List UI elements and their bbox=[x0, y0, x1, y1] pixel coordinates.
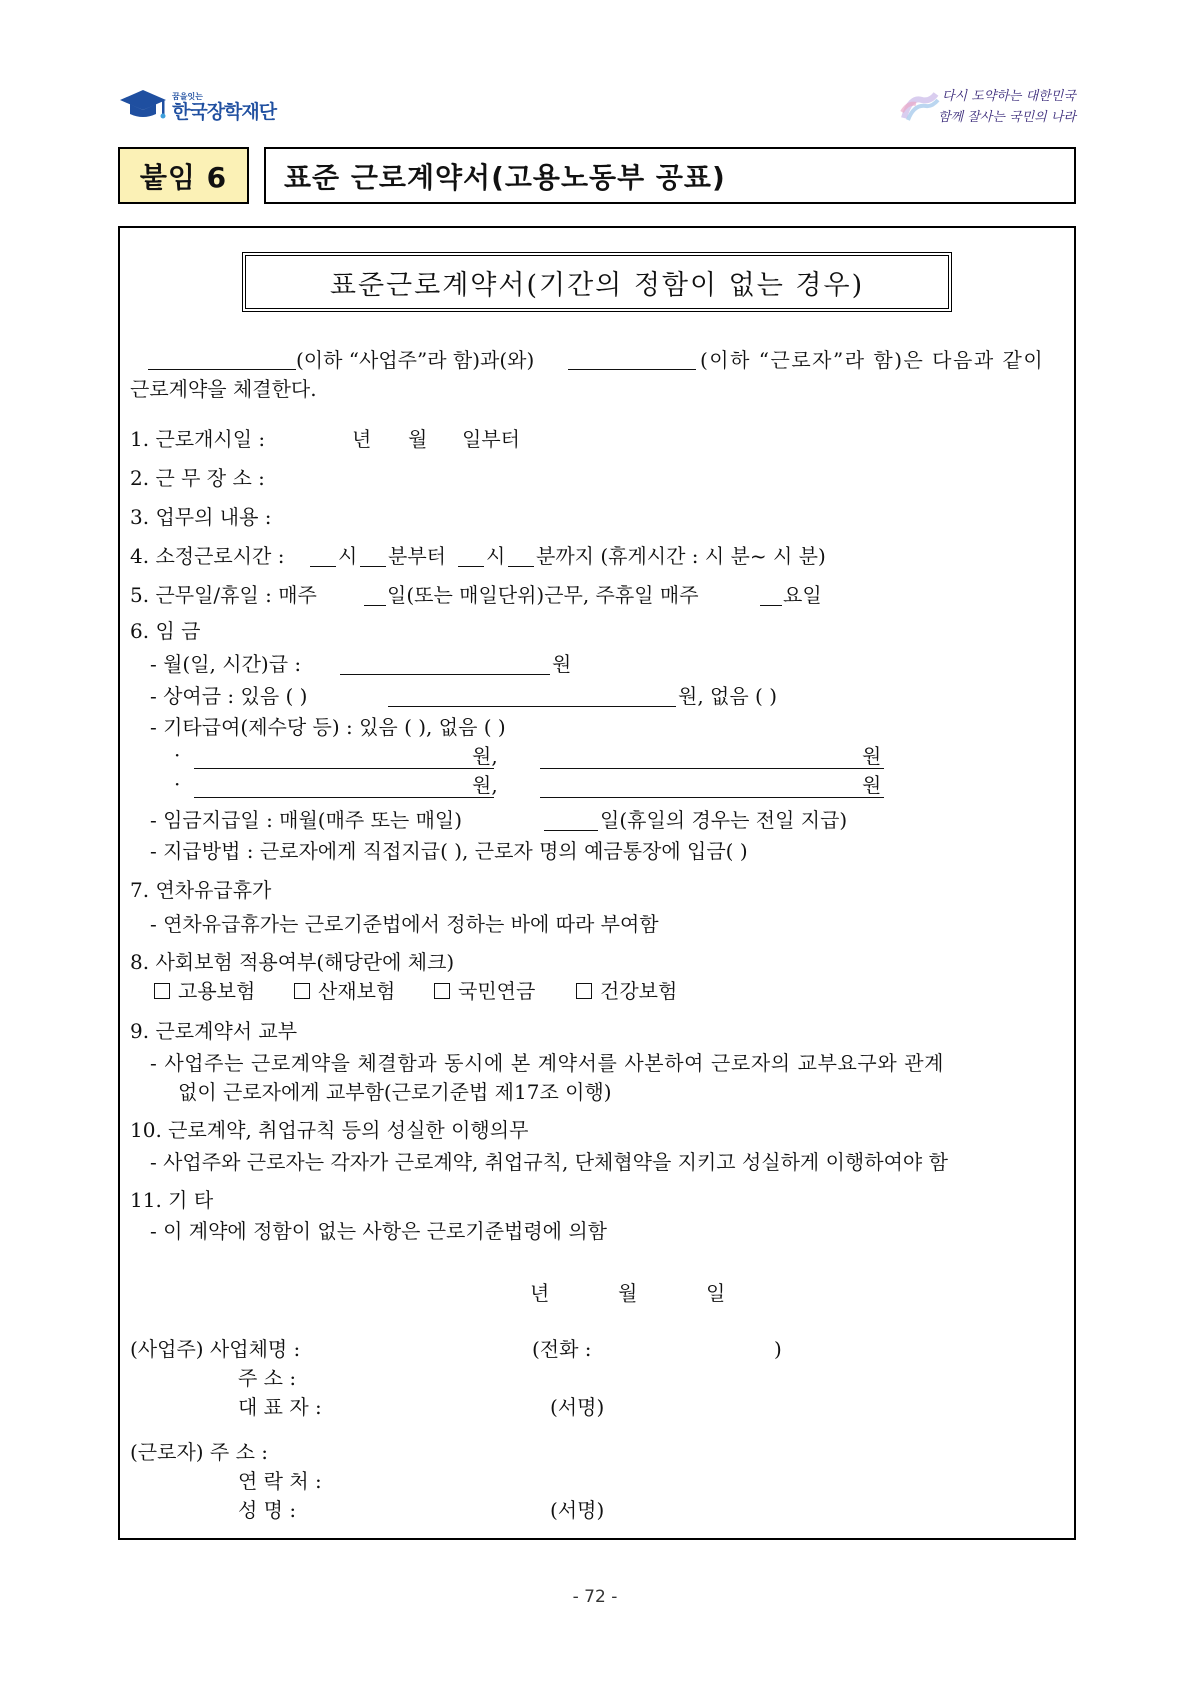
start-date-day[interactable]: 일부터 bbox=[462, 427, 520, 451]
slogan-line-1: 다시 도약하는 대한민국 bbox=[942, 89, 1076, 104]
minute-until-break: 분까지 (휴게시간 : 시 분~ 시 분) bbox=[536, 544, 826, 568]
payday-blank[interactable] bbox=[544, 830, 598, 831]
item-contract-delivery: 9. 근로계약서 교부 bbox=[130, 1019, 298, 1043]
weekly-holiday-end: 요일 bbox=[783, 583, 822, 607]
employer-company-label: (사업주) 사업체명 : bbox=[130, 1337, 301, 1361]
logo-name: 한국장학재단 bbox=[172, 100, 277, 123]
pay-method: - 지급방법 : 근로자에게 직접지급( ), 근로자 명의 예금통장에 입금( ) bbox=[150, 839, 748, 863]
weekly-holiday-blank[interactable] bbox=[760, 605, 782, 606]
page-number: - 72 - bbox=[572, 1587, 618, 1607]
employer-name-blank[interactable] bbox=[148, 369, 296, 370]
item-other: 11. 기 타 bbox=[130, 1188, 214, 1212]
payday-label: - 임금지급일 : 매월(매주 또는 매일) bbox=[150, 808, 463, 832]
contract-date-day[interactable]: 일 bbox=[706, 1281, 726, 1305]
contract-date-year[interactable]: 년 bbox=[530, 1281, 550, 1305]
checkbox-icon[interactable] bbox=[576, 983, 592, 999]
contract-delivery-desc-2: 없이 근로자에게 교부함(근로기준법 제17조 이행) bbox=[178, 1080, 612, 1104]
annual-leave-desc: - 연차유급휴가는 근로기준법에서 정하는 바에 따라 부여함 bbox=[150, 912, 659, 936]
wage-amount-blank[interactable] bbox=[340, 674, 550, 675]
insurance-employment[interactable]: 고용보험 bbox=[154, 979, 255, 1003]
government-slogan bbox=[900, 84, 1090, 130]
worker-address-label: (근로자) 주 소 : bbox=[130, 1440, 269, 1464]
item-annual-leave: 7. 연차유급휴가 bbox=[130, 878, 272, 902]
item-job-description: 3. 업무의 내용 : bbox=[130, 505, 272, 529]
bonus-amount-blank[interactable] bbox=[388, 706, 676, 707]
allowance-1-blank[interactable] bbox=[194, 768, 494, 769]
checkbox-icon[interactable] bbox=[434, 983, 450, 999]
other-pay-label: - 기타급여(제수당 등) : 있음 ( ), 없음 ( ) bbox=[150, 715, 506, 739]
wage-monthly-label: - 월(일, 시간)급 : bbox=[150, 652, 302, 676]
allowance-3-won: 원, bbox=[472, 773, 498, 797]
allowance-2-won: 원 bbox=[862, 744, 882, 768]
end-minute-blank[interactable] bbox=[508, 566, 534, 567]
employer-address-label: 주 소 : bbox=[238, 1366, 297, 1390]
graduation-cap-icon bbox=[118, 86, 168, 126]
contract-delivery-desc-1: - 사업주는 근로계약을 체결함과 동시에 본 계약서를 사본하여 근로자의 교부요구와 관계 bbox=[150, 1051, 945, 1075]
intro-part2: (이하 “근로자”라 함)은 다음과 같이 bbox=[700, 348, 1045, 372]
bonus-label: - 상여금 : 있음 ( ) bbox=[150, 684, 308, 708]
contract-title: 표준근로계약서(기간의 정함이 없는 경우) bbox=[242, 252, 952, 312]
item-start-date-label: 1. 근로개시일 : bbox=[130, 427, 266, 451]
bonus-end: 원, 없음 ( ) bbox=[678, 684, 777, 708]
start-date-year[interactable]: 년 bbox=[352, 427, 372, 451]
checkbox-icon[interactable] bbox=[294, 983, 310, 999]
item-workdays-label: 5. 근무일/휴일 : 매주 bbox=[130, 583, 317, 607]
contract-date-month[interactable]: 월 bbox=[618, 1281, 638, 1305]
worker-name-label: 성 명 : bbox=[238, 1498, 297, 1522]
start-minute-blank[interactable] bbox=[360, 566, 386, 567]
insurance-pension[interactable]: 국민연금 bbox=[434, 979, 535, 1003]
other-desc: - 이 계약에 정함이 없는 사항은 근로기준법령에 의함 bbox=[150, 1219, 607, 1243]
workdays-blank[interactable] bbox=[364, 605, 386, 606]
item-wage: 6. 임 금 bbox=[130, 619, 201, 643]
start-hour-blank[interactable] bbox=[310, 566, 336, 567]
hour-unit-1: 시 bbox=[338, 544, 358, 568]
payday-end: 일(휴일의 경우는 전일 지급) bbox=[600, 808, 848, 832]
worker-contact-label: 연 락 처 : bbox=[238, 1469, 322, 1493]
item-social-insurance: 8. 사회보험 적용여부(해당란에 체크) bbox=[130, 950, 455, 974]
logo-tagline: 꿈을잇는 bbox=[172, 91, 203, 101]
allowance-4-blank[interactable] bbox=[540, 797, 884, 798]
allowance-4-won: 원 bbox=[862, 773, 882, 797]
slogan-line-2: 함께 잘사는 국민의 나라 bbox=[938, 110, 1076, 125]
item-faithful-performance: 10. 근로계약, 취업규칙 등의 성실한 이행의무 bbox=[130, 1118, 529, 1142]
start-date-month[interactable]: 월 bbox=[408, 427, 428, 451]
hour-unit-2: 시 bbox=[486, 544, 506, 568]
workdays-mid: 일(또는 매일단위)근무, 주휴일 매주 bbox=[387, 583, 699, 607]
attachment-title: 표준 근로계약서(고용노동부 공표) bbox=[264, 147, 1076, 204]
employer-sign[interactable]: (서명) bbox=[550, 1395, 605, 1419]
flag-emblem-icon bbox=[900, 90, 942, 124]
checkbox-icon[interactable] bbox=[154, 983, 170, 999]
intro-part1: (이하 “사업주”라 함)과(와) bbox=[296, 348, 535, 372]
allowance-3-blank[interactable] bbox=[194, 797, 494, 798]
worker-sign[interactable]: (서명) bbox=[550, 1498, 605, 1522]
employer-phone-close: ) bbox=[774, 1337, 782, 1361]
item-workplace: 2. 근 무 장 소 : bbox=[130, 466, 265, 490]
allowance-bullet-1: · bbox=[174, 743, 181, 767]
attachment-label: 붙임 6 bbox=[118, 147, 249, 204]
wage-won: 원 bbox=[552, 652, 572, 676]
faithful-performance-desc: - 사업주와 근로자는 각자가 근로계약, 취업규칙, 단체협약을 지키고 성실하게 이행하여야 함 bbox=[150, 1150, 948, 1174]
allowance-1-won: 원, bbox=[472, 744, 498, 768]
allowance-2-blank[interactable] bbox=[540, 768, 884, 769]
allowance-bullet-2: · bbox=[174, 772, 181, 796]
intro-line2: 근로계약을 체결한다. bbox=[130, 377, 317, 401]
insurance-health[interactable]: 건강보험 bbox=[576, 979, 677, 1003]
employer-phone-label: (전화 : bbox=[532, 1337, 592, 1361]
employer-rep-label: 대 표 자 : bbox=[238, 1395, 322, 1419]
end-hour-blank[interactable] bbox=[458, 566, 484, 567]
minute-from: 분부터 bbox=[388, 544, 446, 568]
item-work-hours-label: 4. 소정근로시간 : bbox=[130, 544, 285, 568]
worker-name-blank[interactable] bbox=[568, 369, 696, 370]
insurance-industrial[interactable]: 산재보험 bbox=[294, 979, 395, 1003]
kosaf-logo bbox=[118, 86, 276, 126]
